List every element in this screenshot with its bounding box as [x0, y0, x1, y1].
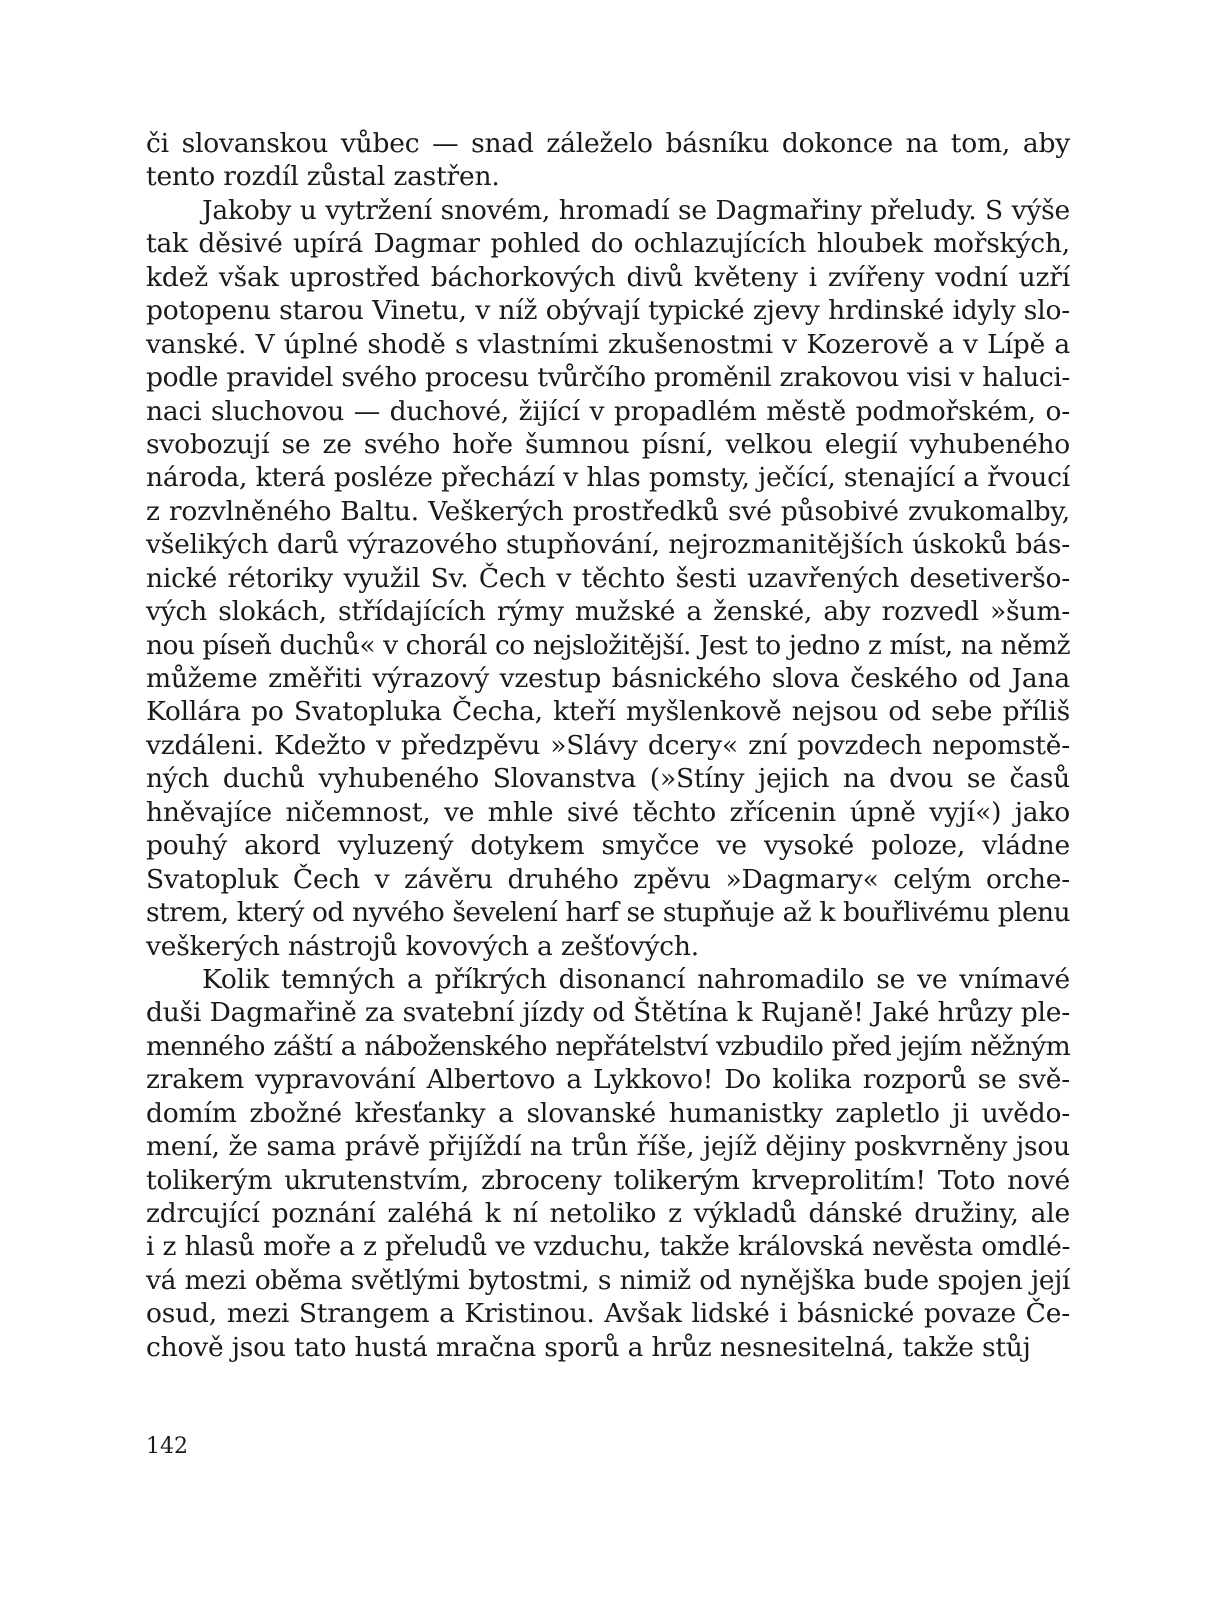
text-line: národa, která posléze přechází v hlas pomsty, ječící, stenající a řvoucí: [146, 462, 1070, 494]
text-line: vanské. V úplné shodě s vlastními zkušenostmi v Kozerově a v Lípě a: [146, 328, 1070, 360]
text-line: Jakoby u vytržení snovém, hromadí se Dagmařiny přeludy. S výše: [202, 194, 1070, 226]
text-line: vzdáleni. Kdežto v předzpěvu »Slávy dcery« zní povzdech nepomstě-: [146, 729, 1070, 761]
text-line: i z hlasů moře a z přeludů ve vzduchu, takže královská nevěsta omdlé-: [146, 1231, 1070, 1263]
text-line: naci sluchovou — duchové, žijící v propadlém městě podmořském, o-: [146, 395, 1070, 427]
text-line: nické rétoriky využil Sv. Čech v těchto šesti uzavřených desetiveršo-: [146, 562, 1070, 594]
text-line: hněvajíce ničemnost, ve mhle sivé těchto zřícenin úpně vyjí«) jako: [146, 796, 1070, 828]
text-line: potopenu starou Vinetu, v níž obývají typické zjevy hrdinské idyly slo-: [146, 295, 1070, 327]
text-line: z rozvlněného Baltu. Veškerých prostředků své působivé zvukomalby,: [146, 495, 1070, 527]
text-line: můžeme změřiti výrazový vzestup básnického slova českého od Jana: [146, 663, 1070, 694]
text-line: zrakem vypravování Albertovo a Lykkovo! Do kolika rozporů se svě-: [146, 1064, 1070, 1096]
text-line: nou píseň duchů« v chorál co nejsložitější. Jest to jedno z míst, na němž: [146, 629, 1070, 661]
text-line: tento rozdíl zůstal zastřen.: [146, 161, 500, 193]
paragraph: [146, 963, 1070, 1364]
text-line: zdrcující poznání zaléhá k ní netoliko z výkladů dánské družiny, ale: [146, 1198, 1070, 1229]
text-line: mení, že sama právě přijíždí na trůn říše, jejíž dějiny poskvrněny jsou: [146, 1131, 1070, 1163]
text-line: Kollára po Svatopluka Čecha, kteří myšlenkově nejsou od sebe příliš: [146, 696, 1070, 728]
text-line: tak děsivé upírá Dagmar pohled do ochlazujících hloubek mořských,: [146, 228, 1070, 260]
text-line: vých slokách, střídajících rýmy mužské a ženské, aby rozvedl »šum-: [146, 596, 1070, 628]
text-line: vá mezi oběma světlými bytostmi, s nimiž od nynějška bude spojen její: [146, 1264, 1070, 1296]
text-line: strem, který od nyvého ševelení harf se stupňuje až k bouřlivému plenu: [146, 897, 1070, 929]
paragraph: [146, 127, 1070, 194]
text-line: všelikých darů výrazového stupňování, nejrozmanitějších úskoků bás-: [146, 529, 1070, 561]
text-line: menného záští a náboženského nepřátelství vzbudilo před jejím něžným: [146, 1030, 1070, 1062]
text-line: osud, mezi Strangem a Kristinou. Avšak lidské i básnické povaze Če-: [146, 1298, 1070, 1330]
text-line: tolikerým ukrutenstvím, zbroceny tolikerým krveprolitím! Toto nové: [146, 1164, 1070, 1196]
text-line: domím zbožné křesťanky a slovanské humanistky zapletlo ji uvědo-: [146, 1097, 1070, 1129]
text-line: podle pravidel svého procesu tvůrčího proměnil zrakovou visi v haluci-: [146, 362, 1070, 394]
body-text: [146, 127, 1070, 1364]
text-line: veškerých nástrojů kovových a zešťových.: [146, 930, 699, 962]
text-line: či slovanskou vůbec — snad záleželo básníku dokonce na tom, aby: [146, 128, 1070, 159]
text-line: chově jsou tato hustá mračna sporů a hrůz nesnesitelná, takže stůj: [146, 1331, 1031, 1363]
text-line: Kolik temných a příkrých disonancí nahromadilo se ve vnímavé: [202, 963, 1070, 995]
page-number: 142: [146, 1434, 188, 1459]
text-line: Svatopluk Čech v závěru druhého zpěvu »Dagmary« celým orche-: [146, 863, 1070, 895]
text-line: ných duchů vyhubeného Slovanstva (»Stíny jejich na dvou se časů: [146, 763, 1070, 795]
text-line: svobozují se ze svého hoře šumnou písní, velkou elegií vyhubeného: [146, 428, 1070, 460]
text-line: duši Dagmařině za svatební jízdy od Štětína k Rujaně! Jaké hrůzy ple-: [146, 997, 1070, 1029]
paragraph: [146, 194, 1070, 963]
text-line: pouhý akord vyluzený dotykem smyčce ve vysoké poloze, vládne: [146, 830, 1070, 862]
text-line: kdež však uprostřed báchorkových divů květeny i zvířeny vodní uzří: [146, 261, 1070, 293]
